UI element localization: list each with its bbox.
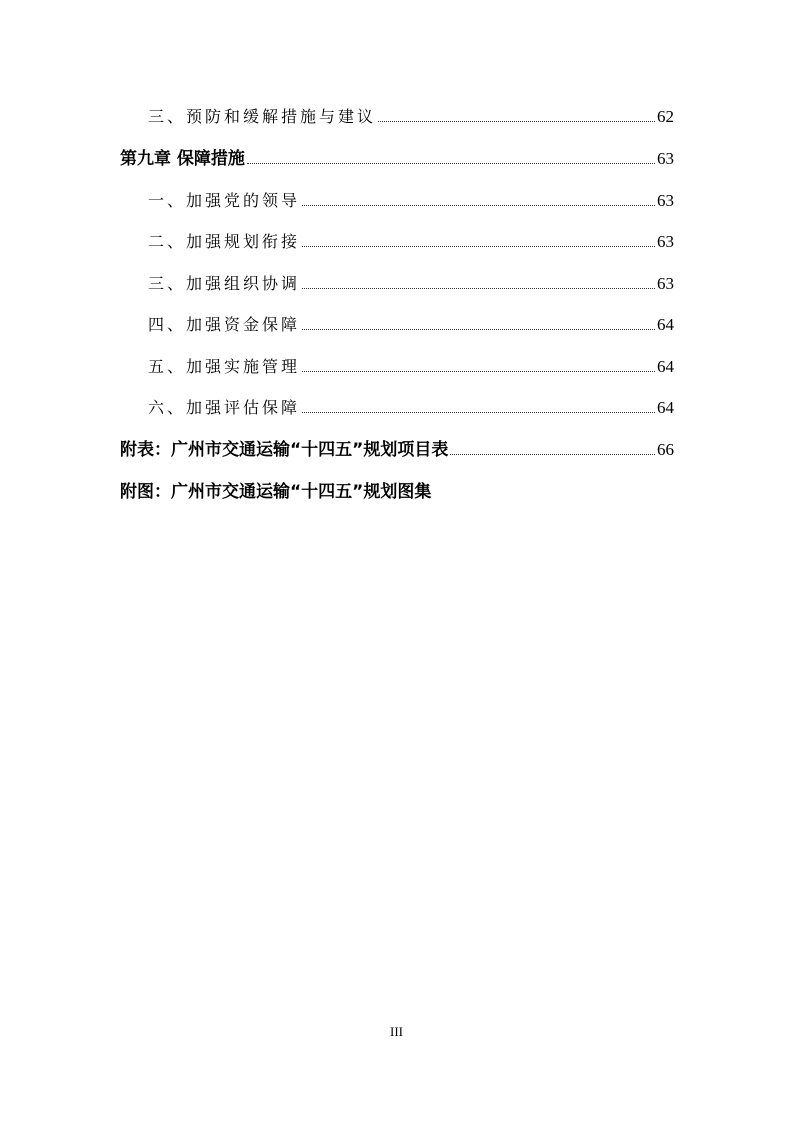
toc-entry-page: 63 (657, 232, 674, 251)
toc-leader-dots (302, 246, 655, 247)
toc-entry-label: 三、加强组织协调 (148, 274, 301, 293)
toc-entry-label: 二、加强规划衔接 (148, 232, 301, 251)
toc-entry-label: 一、加强党的领导 (148, 191, 301, 210)
toc-entry-appendix-table[interactable] (120, 438, 674, 462)
toc-entry-page: 64 (657, 398, 674, 417)
toc-entry-label: 第九章 保障措施 (120, 149, 245, 169)
toc-entry-page: 64 (657, 357, 674, 376)
toc-entry-label: 附图：广州市交通运输“十四五”规划图集 (120, 482, 432, 502)
toc-entry-page: 63 (657, 191, 674, 210)
toc-entry-label: 五、加强实施管理 (148, 357, 301, 376)
toc-entry-plan-coordination[interactable] (148, 230, 674, 254)
toc-leader-dots (302, 412, 655, 413)
toc-entry-organization[interactable] (148, 272, 674, 296)
toc-entry-chapter-9[interactable] (120, 147, 674, 171)
toc-entry-page: 66 (657, 440, 674, 459)
toc-leader-dots (302, 329, 655, 330)
toc-entry-label: 附表：广州市交通运输“十四五”规划项目表 (120, 440, 449, 460)
toc-leader-dots (450, 454, 655, 455)
toc-leader-dots (302, 205, 655, 206)
toc-leader-dots (378, 121, 655, 122)
toc-entry-label: 四、加强资金保障 (148, 315, 301, 334)
toc-leader-dots (302, 371, 655, 372)
toc-entry-label: 三、预防和缓解措施与建议 (148, 107, 377, 126)
toc-leader-dots (302, 288, 655, 289)
toc-entry-evaluation[interactable] (148, 396, 674, 420)
page-number-footer: III (390, 1024, 403, 1039)
toc-leader-dots (247, 163, 655, 164)
toc-entry-page: 64 (657, 315, 674, 334)
toc-entry-appendix-maps[interactable] (120, 480, 674, 504)
toc-entry-implementation[interactable] (148, 355, 674, 379)
toc-entry-page: 63 (657, 274, 674, 293)
toc-entry-party-leadership[interactable] (148, 189, 674, 213)
toc-entry-label: 六、加强评估保障 (148, 398, 301, 417)
toc-entry-prevention-mitigation[interactable] (148, 105, 674, 129)
toc-entry-funding[interactable] (148, 313, 674, 337)
toc-entry-page: 63 (657, 149, 674, 168)
toc-entry-page: 62 (657, 107, 674, 126)
